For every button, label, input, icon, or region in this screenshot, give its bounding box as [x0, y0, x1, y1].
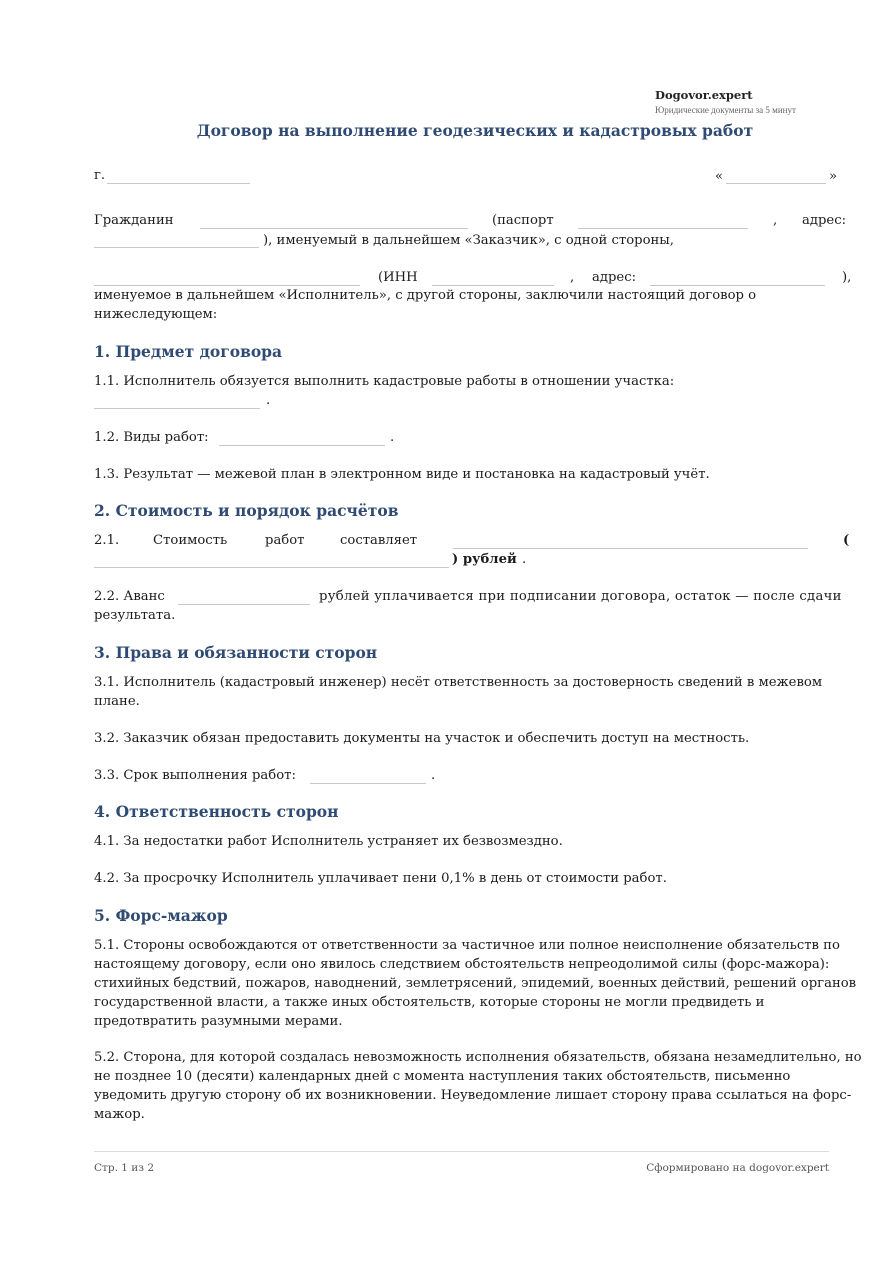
generated-note: Сформировано на dogovor.expert	[646, 1162, 829, 1174]
comma: ,	[570, 270, 575, 285]
clause-4-1: 4.1. За недостатки работ Исполнитель устраняет их безвозмездно.	[94, 834, 563, 849]
period: .	[522, 552, 527, 567]
section-4-heading: 4. Ответственность сторон	[94, 802, 339, 821]
brand-tagline: Юридические документы за 5 минут	[655, 105, 796, 115]
period: .	[431, 768, 436, 783]
customer-tail: ), именуемый в дальнейшем «Заказчик», с одной стороны,	[263, 233, 674, 248]
clause-2-1-num: 2.1.	[94, 533, 120, 548]
clause-2-1-word: составляет	[340, 533, 418, 548]
comma: ,	[773, 213, 778, 228]
clause-2-2-cont: результата.	[94, 608, 176, 623]
customer-address-blank[interactable]	[94, 247, 259, 248]
inn-label: (ИНН	[378, 270, 418, 285]
clause-3-3: 3.3. Срок выполнения работ:	[94, 768, 296, 783]
clause-1-2: 1.2. Виды работ:	[94, 430, 209, 445]
deadline-blank[interactable]	[310, 783, 426, 784]
page-number: Стр. 1 из 2	[94, 1162, 155, 1174]
clause-1-3: 1.3. Результат — межевой план в электронном виде и постановка на кадастровый учёт.	[94, 467, 710, 482]
clause-3-2: 3.2. Заказчик обязан предоставить документы на участок и обеспечить доступ на местность.	[94, 731, 750, 746]
section-3-heading: 3. Права и обязанности сторон	[94, 643, 378, 662]
passport-blank[interactable]	[578, 228, 748, 229]
price-digits-blank[interactable]	[453, 548, 808, 549]
open-paren: (	[843, 533, 850, 548]
clause-1-1: 1.1. Исполнитель обязуется выполнить кадастровые работы в отношении участка:	[94, 374, 675, 389]
rubles-label: ) рублей	[452, 552, 517, 567]
clause-5-2: 5.2. Сторона, для которой создалась невозможность исполнения обязательств, обязана незамедлительно, но не позднее 10 (десяти) календарных дней с момента наступления таких обстоятельств, письменно уведомить другую сторону об их возникновении. Неуведомление лишает сторону права ссылаться на форс-мажор.	[94, 1050, 862, 1122]
address-label: адрес:	[802, 213, 847, 228]
passport-label: (паспорт	[492, 213, 554, 228]
section-1-heading: 1. Предмет договора	[94, 342, 283, 361]
address-label: адрес:	[592, 270, 637, 285]
advance-blank[interactable]	[178, 604, 310, 605]
citizen-name-blank[interactable]	[200, 228, 468, 229]
footer-divider	[94, 1151, 829, 1152]
clause-5-1: 5.1. Стороны освобождаются от ответственности за частичное или полное неисполнение обязательств по настоящему договору, если оно явилось следствием обстоятельств непреодолимой силы (форс-мажора): стихийных бедствий, пожаров, наводнений, землетрясений, эпидемий, военных действий, решений органов государственной власти, а также иных обстоятельств, которые стороны не могли предвидеть и предотвратить разумными мерами.	[94, 938, 857, 1029]
document-title: Договор на выполнение геодезических и кадастровых работ	[196, 121, 754, 140]
citizen-label: Гражданин	[94, 213, 174, 228]
clause-2-1-word: Стоимость	[153, 533, 228, 548]
brand-name: Dogovor.expert	[655, 88, 753, 102]
section-2-heading: 2. Стоимость и порядок расчётов	[94, 501, 399, 520]
clause-3-1: 3.1. Исполнитель (кадастровый инженер) несёт ответственность за достоверность сведений в межевом плане.	[94, 675, 823, 709]
price-words-blank[interactable]	[94, 567, 449, 568]
section-5-heading: 5. Форс-мажор	[94, 906, 228, 925]
date-close-quote: »	[829, 169, 838, 184]
clause-2-2-start: 2.2. Аванс	[94, 589, 165, 604]
brand-block	[655, 88, 796, 118]
date-open-quote: «	[715, 169, 724, 184]
date-blank[interactable]	[726, 183, 826, 184]
executor-text: именуемое в дальнейшем «Исполнитель», с другой стороны, заключили настоящий договор о нижеследующем:	[94, 288, 757, 322]
clause-2-1-word: работ	[265, 533, 305, 548]
city-prefix: г.	[94, 168, 106, 183]
clause-4-2: 4.2. За просрочку Исполнитель уплачивает пени 0,1% в день от стоимости работ.	[94, 871, 667, 886]
period: .	[266, 393, 271, 408]
period: .	[390, 430, 395, 445]
plot-blank[interactable]	[94, 408, 260, 409]
city-blank[interactable]	[107, 183, 250, 184]
work-types-blank[interactable]	[219, 445, 385, 446]
close-paren: ),	[842, 270, 852, 285]
clause-2-2-end: рублей уплачивается при подписании договора, остаток — после сдачи	[319, 589, 842, 604]
